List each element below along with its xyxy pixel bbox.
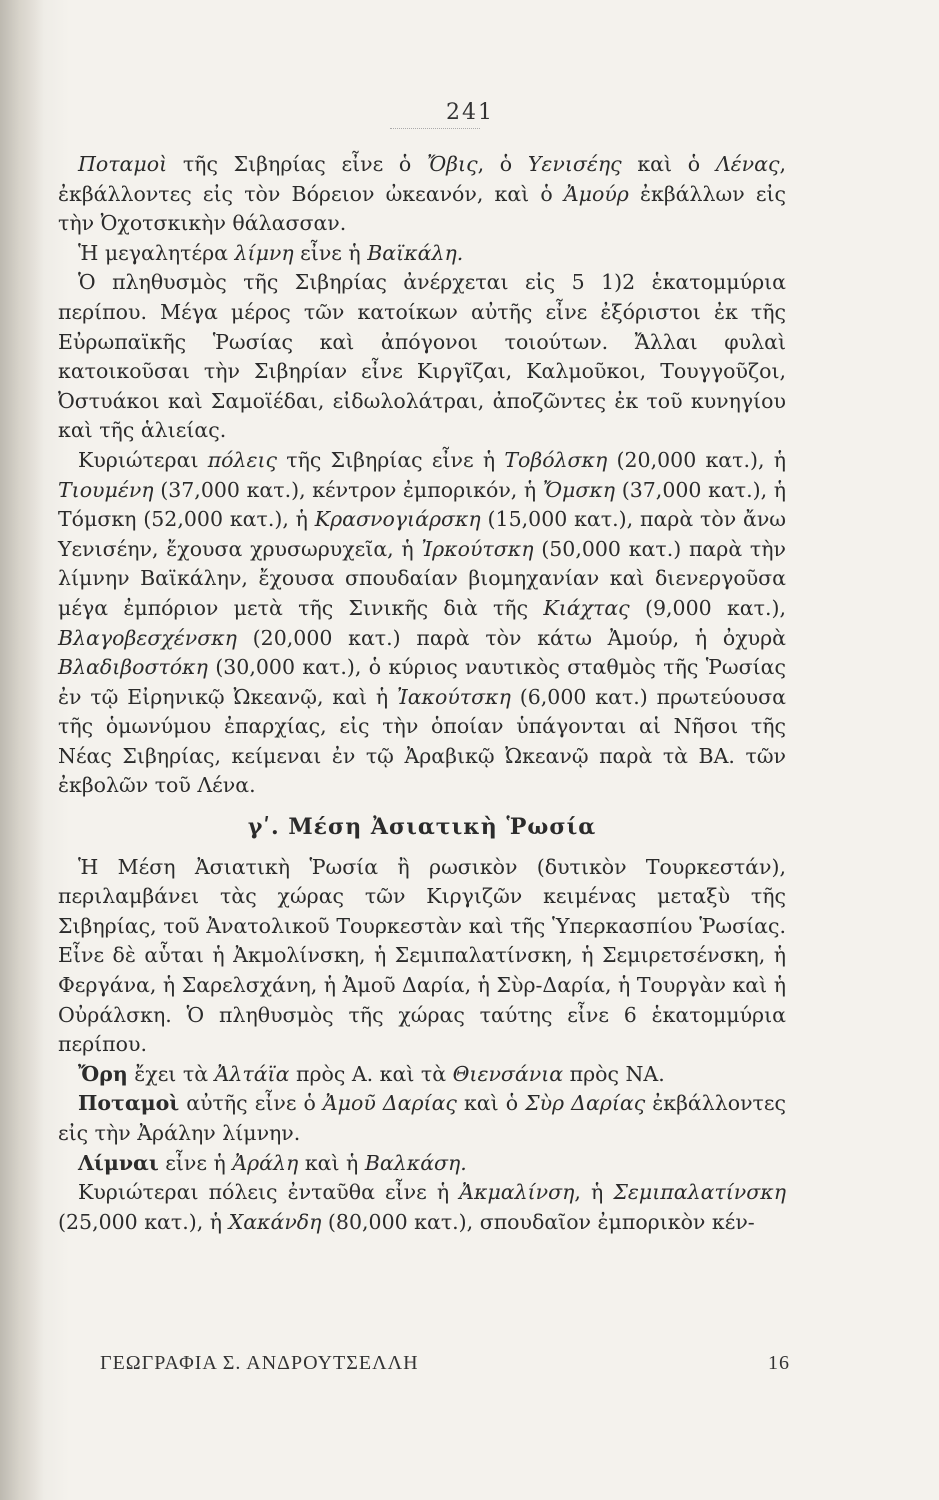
paragraph-mountains: Ὄρη ἔχει τὰ Ἀλτάϊα πρὸς Α. καὶ τὰ Θιενσάνια πρὸς ΝΑ. (78, 1061, 665, 1086)
section-heading: γʹ. Μέση Ἀσιατικὴ Ῥωσία (247, 814, 597, 841)
paragraph-central-asia: Ἡ Μέση Ἀσιατικὴ Ῥωσία ἢ ρωσικὸν (δυτικὸν Τουρκεστάν), περιλαμβάνει τὰς χώρας τῶν Κιργιζῶν κειμένας μεταξὺ τῆς Σιβηρίας, τοῦ Ἀνατολικοῦ Τουρκεστὰν καὶ τῆς Ὑπερκασπίου Ῥωσίας. Εἶνε δὲ αὗται ἡ Ἀκμολίνσκη, ἡ Σεμιπαλατίνσκη, ἡ Σεμιρετσένσκη, ἡ Φεργάνα, ἡ Σαρελσχάνη, ἡ Ἀμοῦ Δαρία, ἡ Σὺρ-Δαρία, ἡ Τουργὰν καὶ ἡ Οὐράλσκη. Ὁ πληθυσμὸς τῆς χώρας ταύτης εἶνε 6 ἑκατομμύρια περίπου. (58, 854, 786, 1057)
paragraph-lake: Ἡ μεγαλητέρα λίμνη εἶνε ἡ Βαϊκάλη. (78, 240, 464, 265)
paragraph-rivers: Ποταμοὶ τῆς Σιβηρίας εἶνε ὁ Ὄβις, ὁ Υενισέης καὶ ὁ Λένας, ἐκβάλλοντες εἰς τὸν Βόρειον ὠκεανόν, καὶ ὁ Ἀμούρ ἐκβάλλων εἰς τὴν Ὀχοτσκικὴν θάλασσαν. (58, 152, 786, 236)
page-number: 241 (446, 100, 494, 125)
footer-sheet-number: 16 (768, 1352, 790, 1374)
body-text (58, 150, 786, 1237)
footer-signature: ΓΕΩΓΡΑΦΙΑ Σ. ΑΝΔΡΟΥΤΣΕΛΛΗ (100, 1352, 419, 1374)
header-rule (390, 128, 480, 129)
paragraph-cities-central: Κυριώτεραι πόλεις ἐνταῦθα εἶνε ἡ Ἀκμαλίνση, ἡ Σεμιπαλατίνσκη (25,000 κατ.), ἡ Χακάνδη (80,000 κατ.), σπουδαῖον ἐμπορικὸν κέν- (58, 1180, 786, 1234)
paragraph-cities: Κυριώτεραι πόλεις τῆς Σιβηρίας εἶνε ἡ Τοβόλσκη (20,000 κατ.), ἡ Τιουμένη (37,000 κατ.), κέντρον ἐμπορικόν, ἡ Ὄμσκη (37,000 κατ.), ἡ Τόμσκη (52,000 κατ.), ἡ Κρασνογιάρσκη (15,000 κατ.), παρὰ τὸν ἄνω Υενισέην, ἔχουσα χρυσωρυχεῖα, ἡ Ἰρκούτσκη (50,000 κατ.) παρὰ τὴν λίμνην Βαϊκάλην, ἔχουσα σπουδαίαν βιομηχανίαν καὶ διενεργοῦσα μέγα ἐμπόριον μετὰ τῆς Σινικῆς διὰ τῆς Κιάχτας (9,000 κατ.), Βλαγοβεσχένσκη (20,000 κατ.) παρὰ τὸν κάτω Ἀμούρ, ἡ ὀχυρὰ Βλαδιβοστόκη (30,000 κατ.), ὁ κύριος ναυτικὸς σταθμὸς τῆς Ῥωσίας ἐν τῷ Εἰρηνικῷ Ὠκεανῷ, καὶ ἡ Ἰακούτσκη (6,000 κατ.) πρωτεύουσα τῆς ὁμωνύμου ἐπαρχίας, εἰς τὴν ὁποίαν ὑπάγονται αἱ Νῆσοι τῆς Νέας Σιβηρίας, κείμεναι ἐν τῷ Ἀραβικῷ Ὠκεανῷ παρὰ τὰ ΒΑ. τῶν ἐκβολῶν τοῦ Λένα. (58, 447, 787, 798)
page-binding-shadow (0, 0, 44, 1500)
paragraph-lakes-central: Λίμναι εἶνε ἡ Ἀράλη καὶ ἡ Βαλκάση. (78, 1150, 467, 1175)
paragraph-population: Ὁ πληθυσμὸς τῆς Σιβηρίας ἀνέρχεται εἰς 5 1)2 ἑκατομμύρια περίπου. Μέγα μέρος τῶν κατοίκων αὐτῆς εἶνε ἐξόριστοι ἐκ τῆς Εὐρωπαϊκῆς Ῥωσίας καὶ ἀπόγονοι τοιούτων. Ἄλλαι φυλαὶ κατοικοῦσαι τὴν Σιβηρίαν εἶνε Κιργῖζαι, Καλμοῦκοι, Τουγγοῦζοι, Ὀστυάκοι καὶ Σαμοϊέδαι, εἰδωλολάτραι, ἀποζῶντες ἐκ τοῦ κυνηγίου καὶ τῆς ἁλιείας. (58, 270, 786, 443)
paragraph-rivers-central: Ποταμοὶ αὐτῆς εἶνε ὁ Ἀμοῦ Δαρίας καὶ ὁ Σὺρ Δαρίας ἐκβάλλοντες εἰς τὴν Ἀράλην λίμνην. (58, 1091, 787, 1145)
